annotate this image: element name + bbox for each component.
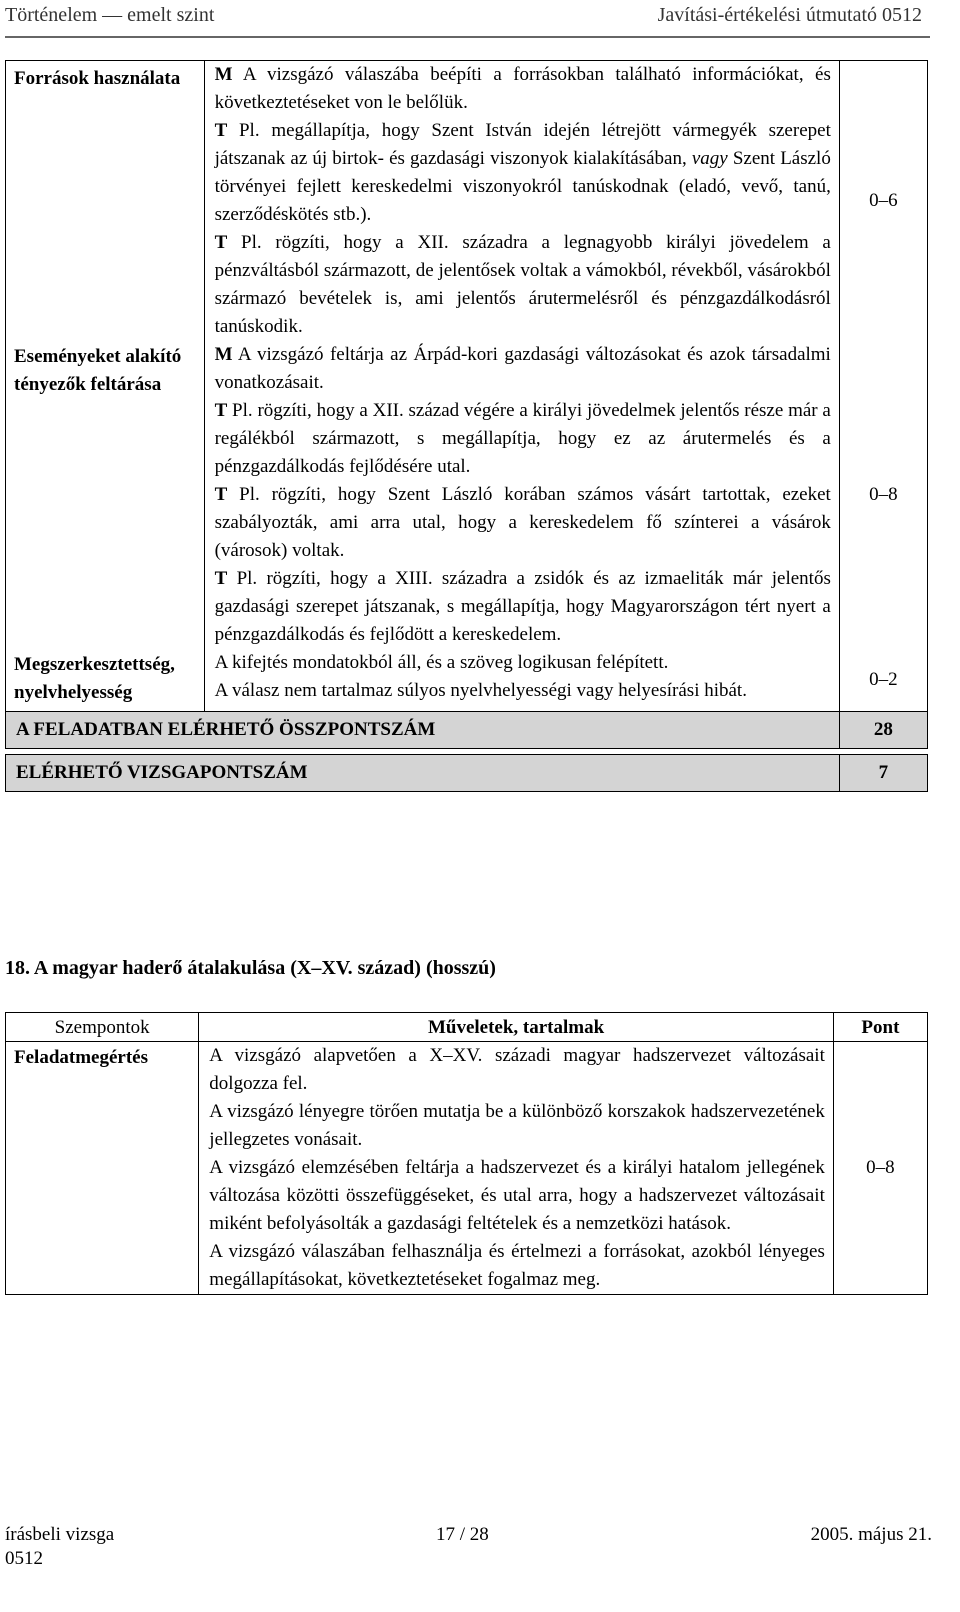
footer-row	[5, 1523, 932, 1547]
content-understanding	[199, 1042, 834, 1295]
marker-t: T	[214, 120, 228, 141]
header-subject: Történelem — emelt szint	[5, 3, 215, 26]
marker-m: M	[214, 344, 233, 365]
header-divider	[5, 36, 930, 38]
scoring-table-task-17	[5, 60, 928, 792]
marker-m: M	[214, 64, 233, 85]
paragraph	[215, 117, 831, 229]
text: Pl. rögzíti, hogy a XIII. századra a zsidók és az izmaeliták már jelentős gazdasági szerepet játszanak, s megállapítja, hogy Magyarországon tért nyert a pénzgazdálkodás és fejlődött a kereskedelem.	[214, 568, 831, 645]
paragraph	[215, 341, 831, 397]
footer-code: 0512	[5, 1548, 43, 1569]
paragraph: A vizsgázó válaszában felhasználja és értelmezi a forrásokat, azokból lényeges megállapításokat, következtetéseket fogalmaz meg.	[209, 1241, 825, 1290]
page-footer	[5, 1523, 932, 1571]
exam-points-label: ELÉRHETŐ VIZSGAPONTSZÁM	[6, 755, 840, 792]
text: Pl. rögzíti, hogy a XII. század végére a királyi jövedelmek jelentős része már a regálékból származott, s megállapítja, hogy ez az árutermelés és a pénzgazdálkodás fejlődésére utal.	[214, 400, 831, 477]
paragraph: A válasz nem tartalmaz súlyos nyelvhelyességi vagy helyesírási hibát.	[214, 680, 747, 701]
text: Pl. rögzíti, hogy a XII. századra a legnagyobb királyi jövedelem a pénzváltásból származott, de jelentősek voltak a vámokból, révekből, vásárokból származó bevételek is, ami jelentős árutermelésről és pénzgazdálkodásról tanúskodik.	[214, 232, 831, 337]
exam-points-value: 7	[839, 755, 927, 792]
table-row	[6, 341, 928, 649]
page-header	[5, 0, 922, 30]
criterion-understanding: Feladatmegértés	[6, 1042, 199, 1295]
text: Pl. rögzíti, hogy Szent László korában számos vásárt tartottak, ezeket szabályozták, ami arra utal, hogy a kereskedelem fő színterei a vásárok (városok) voltak.	[214, 484, 831, 561]
points-sources: 0–6	[839, 61, 927, 342]
exam-points-row	[6, 755, 928, 792]
task-title: 18. A magyar haderő átalakulása (X–XV. század) (hosszú)	[5, 957, 496, 979]
paragraph: A vizsgázó lényegre törően mutatja be a különböző korszakok hadszervezetének jellegzetes vonásait.	[209, 1101, 825, 1150]
table-row	[6, 649, 928, 712]
content-factors	[204, 341, 839, 649]
header-operations: Műveletek, tartalmak	[199, 1013, 834, 1042]
table-row	[6, 61, 928, 342]
text-italic: vagy	[691, 148, 728, 169]
points-factors: 0–8	[839, 341, 927, 649]
total-row	[6, 712, 928, 749]
criterion-sources: Források használata	[6, 61, 205, 342]
paragraph	[215, 481, 831, 565]
content-structure	[204, 649, 839, 712]
marker-t: T	[214, 232, 228, 253]
header-points: Pont	[833, 1013, 927, 1042]
paragraph	[215, 565, 831, 649]
table-row	[6, 1042, 928, 1295]
marker-t: T	[214, 400, 228, 421]
content-sources	[204, 61, 839, 342]
total-label: A FELADATBAN ELÉRHETŐ ÖSSZPONTSZÁM	[6, 712, 840, 749]
paragraph	[215, 61, 831, 117]
paragraph: A kifejtés mondatokból áll, és a szöveg logikusan felépített.	[214, 652, 669, 673]
criterion-structure: Megszerkesztettség, nyelvhelyesség	[6, 649, 205, 712]
paragraph	[215, 229, 831, 341]
points-understanding: 0–8	[833, 1042, 927, 1295]
paragraph	[215, 397, 831, 481]
marker-t: T	[214, 568, 228, 589]
scoring-table-task-18	[5, 1012, 928, 1295]
points-structure: 0–2	[839, 649, 927, 712]
text: Szent László törvényei fejlett kereskedelmi viszonyokról tanúskodnak (eladó, vevő, tanú, szerződéskötés stb.).	[214, 148, 831, 225]
total-value: 28	[839, 712, 927, 749]
page-number: 17 / 28	[436, 1524, 489, 1545]
header-criteria: Szempontok	[6, 1013, 199, 1042]
text: A vizsgázó feltárja az Árpád-kori gazdasági változásokat és azok társadalmi vonatkozásait.	[214, 344, 831, 393]
text: Pl. megállapítja, hogy Szent István idején létrejött vármegyék szerepet játszanak az új birtok- és gazdasági viszonyok kialakításában,	[214, 120, 831, 169]
footer-date: 2005. május 21.	[810, 1524, 932, 1545]
paragraph: A vizsgázó alapvetően a X–XV. századi magyar hadszervezet változásait dolgozza fel.	[209, 1045, 825, 1094]
marker-t: T	[214, 484, 228, 505]
header-guide-title: Javítási-értékelési útmutató 0512	[657, 3, 922, 26]
header-row	[6, 1013, 928, 1042]
footer-exam-type: írásbeli vizsga	[5, 1524, 115, 1545]
paragraph: A vizsgázó elemzésében feltárja a hadszervezet és a királyi hatalom jellegének változása közötti összefüggéseket, és utal arra, hogy a hadszervezet változásait miként befolyásolták a gazdasági feltételek és a nemzetközi hatások.	[209, 1157, 825, 1234]
text: A vizsgázó válaszába beépíti a forrásokban található információkat, és következtetéseket von le belőlük.	[214, 64, 831, 113]
criterion-factors: Eseményeket alakító tényezők feltárása	[6, 341, 205, 649]
